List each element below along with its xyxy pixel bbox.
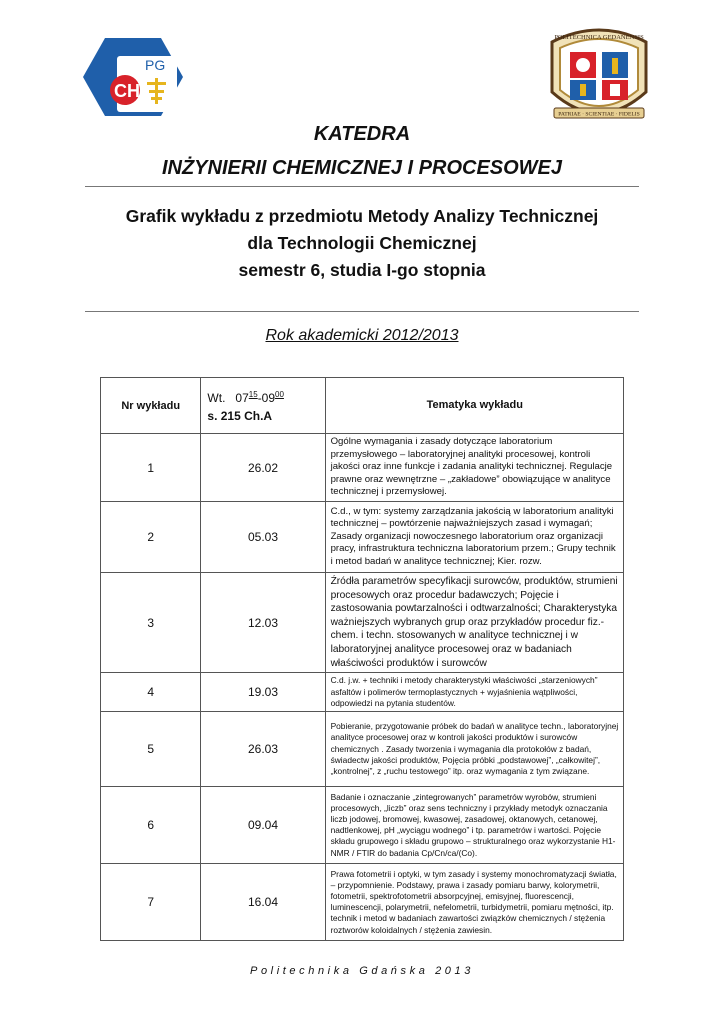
row-topic: C.d., w tym: systemy zarządzania jakością w laboratorium analityki technicznej – powtórzenie najważniejszych zasad i wymagań; Zasady organizacji nowoczesnego laboratorium oraz organizacji pracy, infrastruktura techniczna laboratorium przem.; Grupy technik i metod badań w analityce technicznej; Kier. rozw. <box>325 502 623 573</box>
table-row <box>101 434 624 502</box>
row-nr: 2 <box>101 502 201 573</box>
academic-year: Rok akademicki 2012/2013 <box>265 327 459 344</box>
footer: Politechnika Gdańska 2013 <box>250 965 474 977</box>
subtitle-line3: semestr 6, studia I-go stopnia <box>238 260 486 280</box>
table-row <box>101 673 624 712</box>
logo-ch-text: CH <box>114 81 140 101</box>
logo-pg-text: PG <box>145 57 166 73</box>
department-title-line2: INŻYNIERII CHEMICZNEJ I PROCESOWEJ <box>161 157 563 179</box>
table-row <box>101 502 624 573</box>
row-nr: 3 <box>101 573 201 673</box>
divider <box>85 311 639 312</box>
header-start-min: 15 <box>248 390 258 399</box>
row-nr: 7 <box>101 864 201 941</box>
table-row <box>101 864 624 941</box>
row-topic: Pobieranie, przygotowanie próbek do badań w analityce techn., laboratoryjnej analityce procesowej oraz w kontroli jakości produktów i surowców chemicznych . Zasady tworzenia i wymagania dla protokołów z badań, świadectw jakości produktów, Pojęcia próbki „podstawowej”, „całkowitej”, „kontrolnej”, z „ruchu testowego” itp. oraz wymagania z tym związane. <box>325 712 623 787</box>
row-topic: Ogólne wymagania i zasady dotyczące laboratorium przemysłowego – laboratoryjnej analityki procesowej, kontroli jakości oraz inne funkcje i zadania analityki technicznej. Regulacje prawne oraz wewnętrzne – „zakładowe” obowiązujące w analityce technicznej i przemysłowej. <box>325 434 623 502</box>
row-date: 16.04 <box>201 864 325 941</box>
row-date: 26.03 <box>201 712 325 787</box>
row-date: 26.02 <box>201 434 325 502</box>
department-logo <box>83 32 183 122</box>
department-title-line1: KATEDRA <box>313 123 411 145</box>
header-end-min: 00 <box>275 390 284 399</box>
row-topic: C.d. j.w. + techniki i metody charakterystyki właściwości „starzeniowych” asfaltów i polimerów termoplastycznych + wyjaśnienia wątpliwości, odpowiedzi na pytania studentów. <box>325 673 623 712</box>
header-nr: Nr wykładu <box>101 378 201 434</box>
university-crest <box>540 22 658 130</box>
row-date: 12.03 <box>201 573 325 673</box>
header-end-hour: -09 <box>257 391 276 405</box>
header-room: s. 215 Ch.A <box>207 409 273 423</box>
crest-name-text: POLITECHNICA GEDANENSIS <box>554 34 644 41</box>
subtitle-line1: Grafik wykładu z przedmiotu Metody Analizy Technicznej <box>125 206 599 226</box>
subtitle-line2: dla Technologii Chemicznej <box>247 233 477 253</box>
schedule-table <box>100 377 624 941</box>
crest-motto-text: PATRIAE · SCIENTIAE · FIDELIS <box>558 111 640 118</box>
row-date: 19.03 <box>201 673 325 712</box>
header-topic: Tematyka wykładu <box>325 378 623 434</box>
header-day: Wt. <box>207 391 226 405</box>
header-start-hour: 07 <box>235 391 249 405</box>
divider <box>85 186 639 187</box>
row-date: 05.03 <box>201 502 325 573</box>
row-topic: Źródła parametrów specyfikacji surowców, produktów, strumieni procesowych oraz procedur badawczych; Pojęcie i zastosowania powtarzalności i odtwarzalności; Charakterystyka ważniejszych wybranych grup oraz przykładów procedur fiz.-chem. i techn. stosowanych w analityce technicznej i w laboratoryjnej analityce procesowej oraz w badaniach właściwości produktów i surowców <box>325 573 623 673</box>
table-header-row <box>101 378 624 434</box>
row-nr: 6 <box>101 787 201 864</box>
row-nr: 1 <box>101 434 201 502</box>
row-topic: Badanie i oznaczanie „zintegrowanych” parametrów wyrobów, strumieni procesowych, „liczb” oraz sens techniczny i przykłady metodyk oznaczania liczb jodowej, bromowej, kwasowej, zasadowej, oktanowych, cetanowej, nadtlenkowej, pH „wyciągu wodnego” i tp. parametrów i wartości. Pojęcie składu grupowego i składu grupowo – strukturalnego oraz wykorzystanie H1-NMR / FTIR do badania Cp/Cn/ca/(Co). <box>325 787 623 864</box>
row-topic: Prawa fotometrii i optyki, w tym zasady i systemy monochromatyzacji światła, – przypomnienie. Podstawy, prawa i zasady pomiaru barwy, kolorymetrii, fotometrii, spektrofotometrii absorpcyjnej, emisyjnej, fluorescencji, luminescencji, polarymetrii, nefelometrii, turbidymetrii, pomiaru mętności, itp. technik i metod w badaniach zawartości związków chemicznych / stężenia roztworów koloidalnych / stężenia zawiesin. <box>325 864 623 941</box>
table-row <box>101 787 624 864</box>
row-nr: 4 <box>101 673 201 712</box>
row-nr: 5 <box>101 712 201 787</box>
table-row <box>101 573 624 673</box>
header-time <box>201 378 325 434</box>
row-date: 09.04 <box>201 787 325 864</box>
table-row <box>101 712 624 787</box>
